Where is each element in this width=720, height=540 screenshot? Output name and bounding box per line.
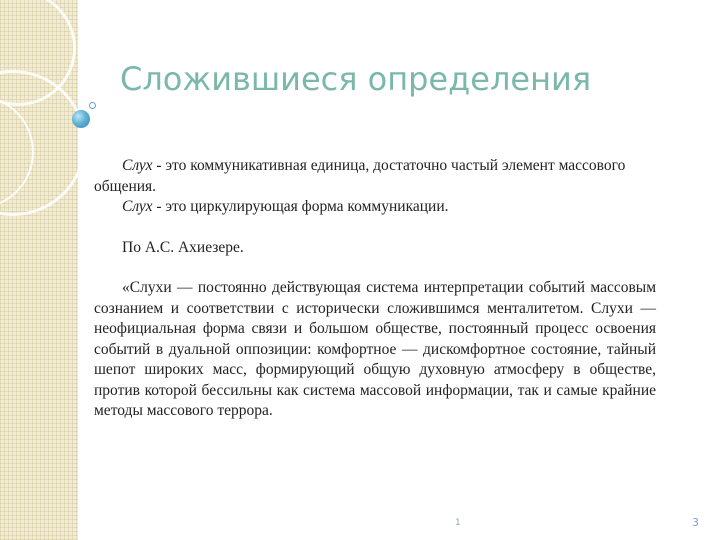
definition-2 xyxy=(94,197,656,218)
definition-1 xyxy=(94,156,656,197)
decorative-bubble-icon xyxy=(72,110,90,128)
definition-term: Слух xyxy=(122,157,153,174)
definition-text: - это циркулирующая форма коммуникации. xyxy=(152,198,449,215)
slide-body xyxy=(94,156,656,422)
decorative-small-bubble-icon xyxy=(89,102,96,109)
source-attribution: По А.С. Ахиезере. xyxy=(122,238,244,256)
slide-title: Сложившиеся определения xyxy=(120,60,592,98)
slide-number: 3 xyxy=(692,516,699,529)
definition-term: Слух xyxy=(122,198,153,215)
footer-number: 1 xyxy=(455,518,461,528)
definition-text: - это коммуникативная единица, достаточно частый элемент массового общения. xyxy=(94,157,626,195)
quote-paragraph: «Слухи — постоянно действующая система интерпретации событий массовым сознанием и соответствии с исторически сложившимся менталитетом. Слухи — неофициальная форма связи и большом обществе, постоянный процесс освоения событий в дуальной оппозиции: комфортное — дискомфортное состояние, тайный шепот широких масс, формирующий общую духовную атмосферу в обществе, против которой бессильны как система массовой информации, так и самые крайние методы массового террора. xyxy=(94,279,656,419)
decorative-side-strip xyxy=(0,0,78,540)
